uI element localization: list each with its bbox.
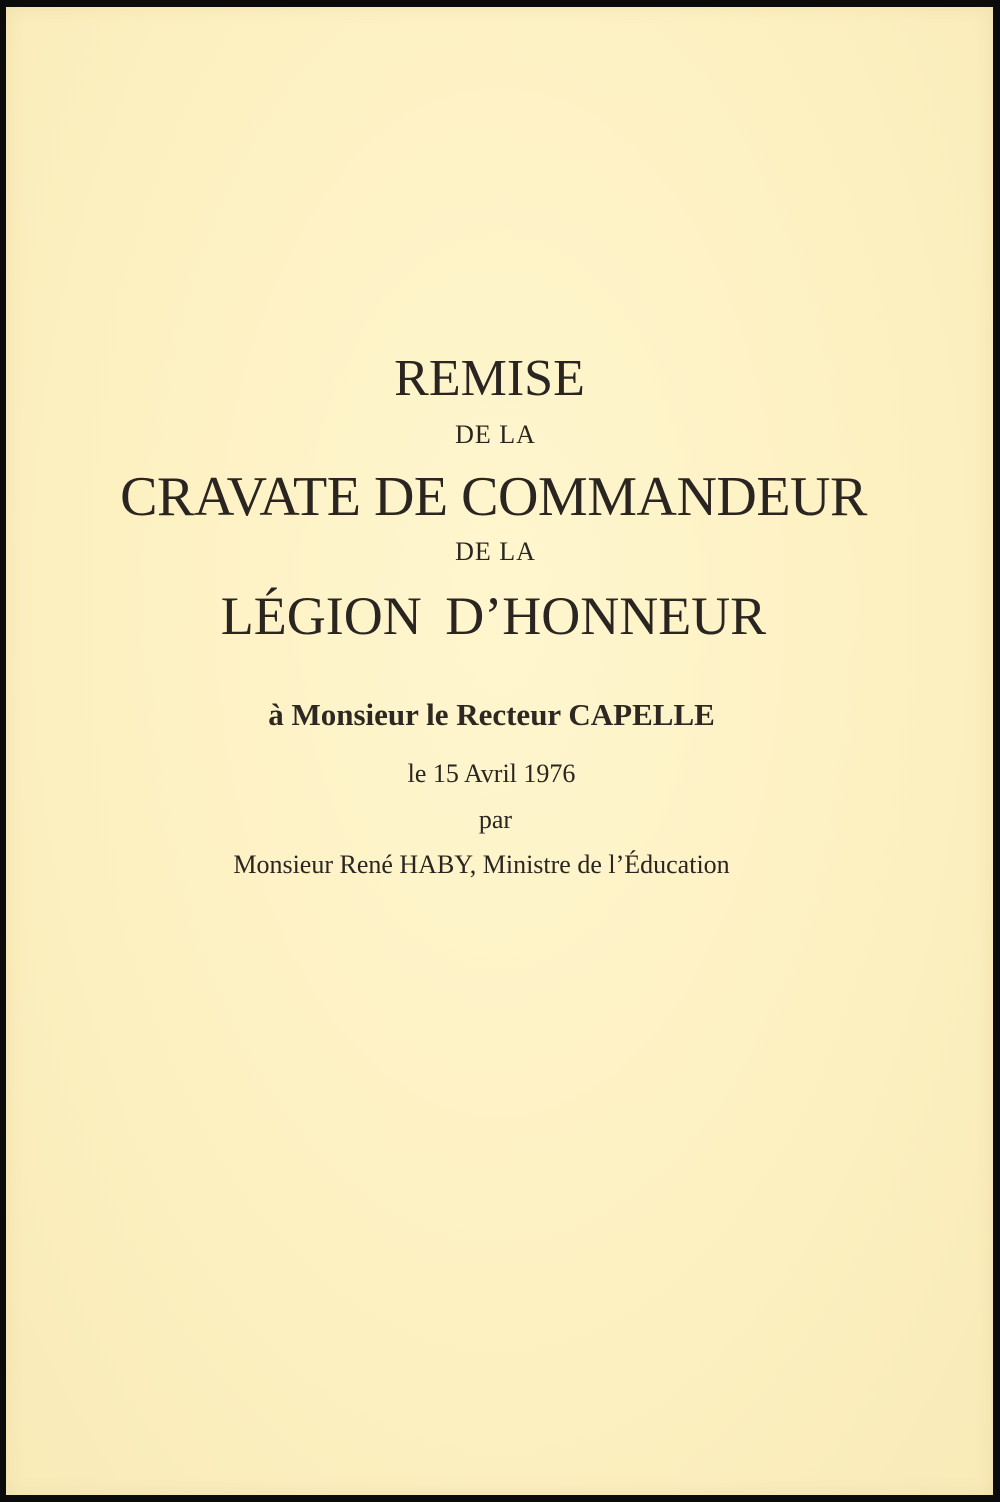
- document-page: [6, 7, 993, 1495]
- title-legion-d-honneur: LÉGION D’HONNEUR: [220, 586, 767, 646]
- presenter-line: Monsieur René HABY, Ministre de l’Éducation: [233, 850, 730, 879]
- par-line: par: [478, 805, 513, 834]
- title-de-la-2: DE LA: [455, 537, 536, 566]
- title-remise: REMISE: [394, 350, 585, 407]
- date-line: le 15 Avril 1976: [407, 759, 576, 788]
- title-cravate-de-commandeur: CRAVATE DE COMMANDEUR: [120, 466, 867, 528]
- title-de-la-1: DE LA: [455, 420, 536, 449]
- recipient-line: à Monsieur le Recteur CAPELLE: [268, 697, 715, 732]
